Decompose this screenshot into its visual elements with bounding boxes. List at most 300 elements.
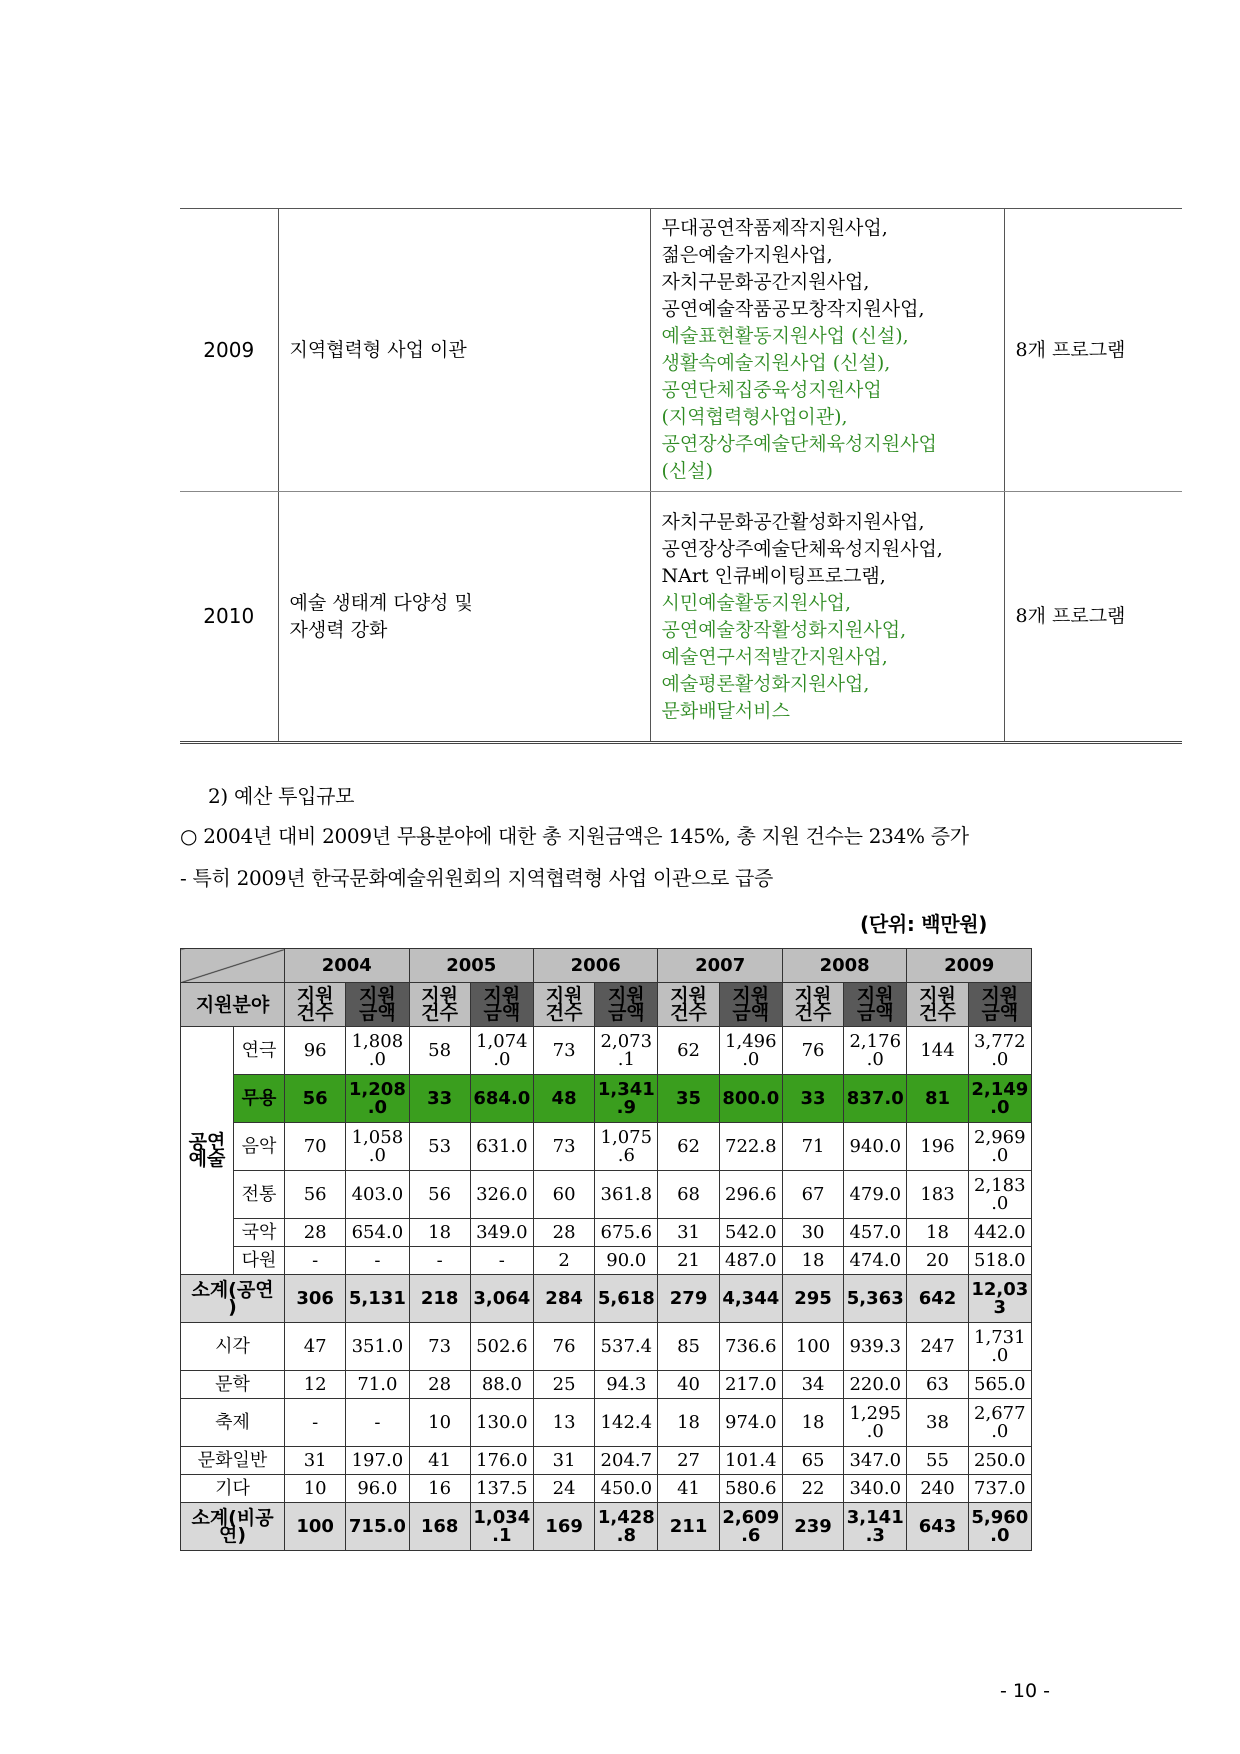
amount-cell [844, 1503, 907, 1551]
amount-cell: 715.0 [346, 1503, 409, 1551]
count-cell: - [285, 1247, 346, 1275]
count-cell: 31 [533, 1447, 594, 1475]
description-cell [278, 492, 650, 743]
amount-cell [595, 1075, 658, 1123]
table-row [181, 1399, 1032, 1447]
amount-part: .8 [616, 1524, 636, 1546]
count-cell: 73 [533, 1027, 594, 1075]
count-cell: 100 [782, 1323, 843, 1371]
amount-part: .0 [990, 1096, 1010, 1118]
count-header [782, 983, 843, 1027]
amount-cell: 94.3 [595, 1371, 658, 1399]
amount-cell: 326.0 [470, 1171, 533, 1219]
amount-cell: 837.0 [844, 1075, 907, 1123]
count-cell: 48 [533, 1075, 594, 1123]
count-cell: 16 [409, 1475, 470, 1503]
amount-part: .0 [866, 1048, 884, 1070]
count-cell: 55 [907, 1447, 968, 1475]
amount-header [844, 983, 907, 1027]
table-row [181, 1323, 1032, 1371]
amount-cell [346, 1075, 409, 1123]
count-header-bottom: 건수 [545, 1001, 583, 1024]
table-row [181, 1247, 1032, 1275]
amount-cell: 5,618 [595, 1275, 658, 1323]
amount-part: 5,960 [971, 1506, 1029, 1528]
amount-cell: - [470, 1247, 533, 1275]
amount-cell: 479.0 [844, 1171, 907, 1219]
count-cell: 63 [907, 1371, 968, 1399]
count-cell: 100 [285, 1503, 346, 1551]
amount-part: .0 [493, 1048, 511, 1070]
amount-cell: 974.0 [719, 1399, 782, 1447]
amount-cell: 684.0 [470, 1075, 533, 1123]
count-cell: 28 [285, 1219, 346, 1247]
count-cell: 28 [533, 1219, 594, 1247]
bullet-text: ○ 2004년 대비 2009년 무용분야에 대한 총 지원금액은 145%, 총 지원 건수는 234% 증가 [180, 824, 969, 848]
count-cell: 40 [658, 1371, 719, 1399]
count-cell: 67 [782, 1171, 843, 1219]
amount-header-bottom: 금액 [359, 1001, 396, 1024]
year-header-row [181, 949, 1032, 983]
amount-part: .0 [991, 1344, 1009, 1366]
table-row [181, 1371, 1032, 1399]
count-cell: 8개 프로그램 [1004, 492, 1182, 743]
count-header-top: 지원 [670, 984, 707, 1007]
amount-cell: - [346, 1247, 409, 1275]
count-cell: 60 [533, 1171, 594, 1219]
amount-cell [595, 1123, 658, 1171]
amount-cell: 176.0 [470, 1447, 533, 1475]
count-header-bottom: 건수 [670, 1001, 707, 1024]
program-item-new: 예술평론활성화지원사업, [661, 672, 870, 695]
amount-part: .6 [617, 1144, 635, 1166]
amount-part: 1,074 [476, 1030, 528, 1052]
count-cell: 31 [658, 1219, 719, 1247]
field-header: 지원분야 [181, 983, 285, 1027]
amount-part: .1 [492, 1524, 512, 1546]
count-cell: 62 [658, 1123, 719, 1171]
amount-cell: 5,363 [844, 1275, 907, 1323]
amount-part: .1 [617, 1048, 635, 1070]
amount-cell: 5,131 [346, 1275, 409, 1323]
amount-part: 2,176 [849, 1030, 902, 1052]
amount-header [968, 983, 1031, 1027]
amount-header [346, 983, 409, 1027]
amount-part: .0 [990, 1524, 1010, 1546]
count-header-top: 지원 [421, 984, 458, 1007]
unit-label: (단위: 백만원) [860, 912, 988, 936]
category-cell: 문화일반 [181, 1447, 285, 1475]
amount-part: 2,149 [971, 1078, 1029, 1100]
table-row [181, 1123, 1032, 1171]
amount-part: 3,772 [974, 1030, 1026, 1052]
count-cell: 240 [907, 1475, 968, 1503]
amount-cell: 675.6 [595, 1219, 658, 1247]
count-header [533, 983, 594, 1027]
count-cell: 24 [533, 1475, 594, 1503]
amount-header-top: 지원 [483, 984, 521, 1007]
count-cell: 18 [409, 1219, 470, 1247]
amount-cell: 442.0 [968, 1219, 1031, 1247]
subtotal-row [181, 1275, 1032, 1323]
description-line: 예술 생태계 다양성 및 [289, 591, 473, 614]
count-header-top: 지원 [919, 984, 956, 1007]
table-row [181, 1219, 1032, 1247]
corner-cell [181, 949, 285, 983]
amount-part: 2,183 [974, 1174, 1026, 1196]
amount-cell: 220.0 [844, 1371, 907, 1399]
program-item: NArt 인큐베이팅프로그램, [661, 564, 886, 587]
amount-cell: 800.0 [719, 1075, 782, 1123]
amount-header-bottom: 금액 [607, 1001, 645, 1024]
count-header-bottom: 건수 [296, 1001, 334, 1024]
amount-header-bottom: 금액 [856, 1001, 894, 1024]
amount-cell [470, 1503, 533, 1551]
count-cell: 76 [782, 1027, 843, 1075]
amount-cell: 722.8 [719, 1123, 782, 1171]
description-cell: 지역협력형 사업 이관 [278, 209, 650, 492]
program-item-new: (지역협력형사업이관), [661, 406, 848, 428]
subtotal-label-top: 소계(비공 [191, 1506, 274, 1529]
amount-cell: 90.0 [595, 1247, 658, 1275]
category-cell: 국악 [234, 1219, 285, 1247]
count-cell: 211 [658, 1503, 719, 1551]
description-line: 자생력 강화 [289, 618, 388, 641]
amount-cell [968, 1171, 1031, 1219]
count-header [409, 983, 470, 1027]
amount-header-bottom: 금액 [981, 1001, 1019, 1024]
amount-part: 3,141 [846, 1506, 904, 1528]
amount-cell [968, 1075, 1031, 1123]
subtotal-row [181, 1503, 1032, 1551]
amount-cell: 217.0 [719, 1371, 782, 1399]
amount-cell: 197.0 [346, 1447, 409, 1475]
amount-part: 1,208 [348, 1078, 406, 1100]
amount-header-top: 지원 [856, 984, 894, 1007]
table-row [181, 1475, 1032, 1503]
budget-table [180, 948, 1032, 1551]
amount-cell: 736.6 [719, 1323, 782, 1371]
category-cell: 연극 [234, 1027, 285, 1075]
count-cell: 62 [658, 1027, 719, 1075]
count-cell: 47 [285, 1323, 346, 1371]
group-label-top: 공연 [188, 1130, 226, 1153]
count-cell: 35 [658, 1075, 719, 1123]
subtotal-label [181, 1275, 285, 1323]
count-cell: 33 [409, 1075, 470, 1123]
amount-cell: 351.0 [346, 1323, 409, 1371]
count-cell: 25 [533, 1371, 594, 1399]
amount-cell: 130.0 [470, 1399, 533, 1447]
amount-header-bottom: 금액 [732, 1001, 770, 1024]
amount-part: 2,073 [600, 1030, 653, 1052]
count-header-bottom: 건수 [919, 1001, 956, 1024]
amount-cell: - [346, 1399, 409, 1447]
amount-part: 2,677 [974, 1402, 1026, 1424]
amount-cell: 580.6 [719, 1475, 782, 1503]
count-cell: 56 [409, 1171, 470, 1219]
count-cell: 71 [782, 1123, 843, 1171]
amount-cell: 939.3 [844, 1323, 907, 1371]
amount-cell: 487.0 [719, 1247, 782, 1275]
category-cell: 전통 [234, 1171, 285, 1219]
year-header: 2005 [409, 949, 533, 983]
group-label [181, 1027, 234, 1275]
amount-part: 1,341 [597, 1078, 655, 1100]
amount-part: .0 [866, 1420, 884, 1442]
amount-cell [968, 1323, 1031, 1371]
amount-part: .0 [991, 1420, 1009, 1442]
program-item: 무대공연작품제작지원사업, [661, 217, 888, 239]
amount-cell: 537.4 [595, 1323, 658, 1371]
count-header-bottom: 건수 [794, 1001, 832, 1024]
amount-part: .0 [367, 1096, 388, 1118]
amount-cell [968, 1275, 1031, 1323]
count-cell: 41 [658, 1475, 719, 1503]
amount-part: 1,058 [351, 1126, 404, 1148]
programs-cell [650, 492, 1004, 743]
program-item-new: 공연장상주예술단체육성지원사업 [661, 433, 937, 455]
amount-cell [968, 1399, 1031, 1447]
amount-cell: 361.8 [595, 1171, 658, 1219]
amount-part: 1,295 [849, 1402, 902, 1424]
amount-cell: 631.0 [470, 1123, 533, 1171]
count-cell: 8개 프로그램 [1004, 209, 1182, 492]
section-heading: 2) 예산 투입규모 [208, 784, 355, 808]
count-cell: 41 [409, 1447, 470, 1475]
amount-part: 1,496 [725, 1030, 777, 1052]
amount-cell [844, 1399, 907, 1447]
program-item-new: (신설) [661, 460, 714, 482]
count-cell: 20 [907, 1247, 968, 1275]
count-cell: 65 [782, 1447, 843, 1475]
count-header [658, 983, 719, 1027]
group-label-bottom: 예술 [188, 1147, 226, 1170]
program-item: 자치구문화공간활성화지원사업, [661, 510, 925, 533]
amount-cell [719, 1503, 782, 1551]
program-item-new: 시민예술활동지원사업, [661, 591, 852, 614]
year-header: 2006 [533, 949, 657, 983]
amount-header [719, 983, 782, 1027]
count-cell: 247 [907, 1323, 968, 1371]
table-row [180, 209, 1182, 492]
count-cell: 168 [409, 1503, 470, 1551]
amount-cell: 4,344 [719, 1275, 782, 1323]
count-header-top: 지원 [296, 984, 334, 1007]
year-cell: 2009 [180, 209, 278, 492]
program-item-new: 예술표현활동지원사업 (신설), [661, 325, 909, 347]
count-cell: 31 [285, 1447, 346, 1475]
program-item-new: 공연예술창작활성화지원사업, [661, 618, 907, 641]
count-cell: 18 [782, 1399, 843, 1447]
amount-part: 1,075 [600, 1126, 653, 1148]
amount-header-top: 지원 [359, 984, 396, 1007]
category-cell: 음악 [234, 1123, 285, 1171]
program-item-new: 예술연구서적발간지원사업, [661, 645, 888, 668]
count-cell: 21 [658, 1247, 719, 1275]
year-header: 2007 [658, 949, 782, 983]
count-header [285, 983, 346, 1027]
count-cell: 70 [285, 1123, 346, 1171]
amount-part: 1,428 [597, 1506, 655, 1528]
program-table [180, 208, 1182, 744]
table-row [181, 1027, 1032, 1075]
count-cell: 169 [533, 1503, 594, 1551]
category-cell: 문학 [181, 1371, 285, 1399]
category-cell: 무용 [234, 1075, 285, 1123]
amount-part: .0 [742, 1048, 760, 1070]
amount-cell: 296.6 [719, 1171, 782, 1219]
amount-part: .6 [741, 1524, 761, 1546]
count-cell: 22 [782, 1475, 843, 1503]
amount-part: .0 [991, 1192, 1009, 1214]
count-cell: 10 [409, 1399, 470, 1447]
table-row [181, 1075, 1032, 1123]
amount-part: .0 [991, 1144, 1009, 1166]
program-item: 자치구문화공간지원사업, [661, 271, 870, 293]
amount-cell [595, 1503, 658, 1551]
count-cell: 73 [533, 1123, 594, 1171]
amount-cell: 204.7 [595, 1447, 658, 1475]
count-header-top: 지원 [794, 984, 832, 1007]
amount-cell [346, 1123, 409, 1171]
count-cell: 56 [285, 1075, 346, 1123]
amount-cell: 347.0 [844, 1447, 907, 1475]
amount-cell: 450.0 [595, 1475, 658, 1503]
amount-cell [968, 1027, 1031, 1075]
category-cell: 기다 [181, 1475, 285, 1503]
count-cell: 68 [658, 1171, 719, 1219]
amount-header-top: 지원 [607, 984, 645, 1007]
count-cell: 144 [907, 1027, 968, 1075]
count-cell: - [409, 1247, 470, 1275]
year-header: 2008 [782, 949, 906, 983]
amount-cell: 940.0 [844, 1123, 907, 1171]
amount-part: 1,034 [473, 1506, 531, 1528]
count-cell: 73 [409, 1323, 470, 1371]
amount-part: .9 [616, 1096, 636, 1118]
count-cell: 18 [782, 1247, 843, 1275]
count-cell: 643 [907, 1503, 968, 1551]
count-cell: 85 [658, 1323, 719, 1371]
amount-cell [844, 1027, 907, 1075]
column-header-row [181, 983, 1032, 1027]
programs-cell [650, 209, 1004, 492]
amount-cell: 403.0 [346, 1171, 409, 1219]
category-cell: 축제 [181, 1399, 285, 1447]
amount-part: 1,731 [974, 1326, 1026, 1348]
amount-part: 1,808 [351, 1030, 404, 1052]
amount-cell [346, 1027, 409, 1075]
amount-header [470, 983, 533, 1027]
program-item: 젊은예술가지원사업, [661, 244, 833, 266]
count-cell: 53 [409, 1123, 470, 1171]
amount-cell [719, 1027, 782, 1075]
amount-part: .0 [368, 1048, 386, 1070]
subtotal-label-bottom: 연) [219, 1523, 247, 1546]
program-item-new: 생활속예술지원사업 (신설), [661, 352, 891, 374]
count-cell: - [285, 1399, 346, 1447]
count-cell: 81 [907, 1075, 968, 1123]
count-cell: 10 [285, 1475, 346, 1503]
count-header [907, 983, 968, 1027]
amount-header-top: 지원 [981, 984, 1019, 1007]
count-cell: 13 [533, 1399, 594, 1447]
amount-part: .0 [991, 1048, 1009, 1070]
amount-part: 12,03 [971, 1278, 1029, 1300]
program-item: 공연예술작품공모창작지원사업, [661, 298, 925, 320]
amount-cell: 96.0 [346, 1475, 409, 1503]
amount-cell: 71.0 [346, 1371, 409, 1399]
count-cell: 218 [409, 1275, 470, 1323]
table-row [180, 492, 1182, 743]
amount-cell [595, 1027, 658, 1075]
amount-part: .3 [865, 1524, 885, 1546]
category-cell: 다원 [234, 1247, 285, 1275]
count-cell: 183 [907, 1171, 968, 1219]
count-cell: 27 [658, 1447, 719, 1475]
category-cell: 시각 [181, 1323, 285, 1371]
amount-part: 2,969 [974, 1126, 1026, 1148]
count-cell: 239 [782, 1503, 843, 1551]
count-cell: 306 [285, 1275, 346, 1323]
amount-cell: 250.0 [968, 1447, 1031, 1475]
amount-cell: 654.0 [346, 1219, 409, 1247]
amount-cell: 137.5 [470, 1475, 533, 1503]
amount-cell [470, 1027, 533, 1075]
count-cell: 279 [658, 1275, 719, 1323]
year-header: 2004 [285, 949, 409, 983]
amount-cell: 142.4 [595, 1399, 658, 1447]
count-cell: 2 [533, 1247, 594, 1275]
count-cell: 76 [533, 1323, 594, 1371]
count-cell: 56 [285, 1171, 346, 1219]
program-item-new: 문화배달서비스 [661, 699, 790, 722]
subtotal-label-top: 소계(공연 [191, 1278, 274, 1301]
amount-cell: 3,064 [470, 1275, 533, 1323]
count-header-top: 지원 [545, 984, 583, 1007]
count-cell: 38 [907, 1399, 968, 1447]
count-cell: 12 [285, 1371, 346, 1399]
count-cell: 28 [409, 1371, 470, 1399]
amount-cell: 737.0 [968, 1475, 1031, 1503]
amount-part: 3 [993, 1296, 1007, 1318]
count-cell: 295 [782, 1275, 843, 1323]
amount-cell [968, 1123, 1031, 1171]
count-cell: 642 [907, 1275, 968, 1323]
amount-part: .0 [368, 1144, 386, 1166]
count-cell: 18 [658, 1399, 719, 1447]
count-cell: 33 [782, 1075, 843, 1123]
count-header-bottom: 건수 [421, 1001, 458, 1024]
amount-cell: 457.0 [844, 1219, 907, 1247]
count-cell: 30 [782, 1219, 843, 1247]
subtotal-label [181, 1503, 285, 1551]
dash-text: - 특히 2009년 한국문화예술위원회의 지역협력형 사업 이관으로 급증 [180, 866, 774, 890]
count-cell: 34 [782, 1371, 843, 1399]
program-item-new: 공연단체집중육성지원사업 [661, 379, 882, 401]
year-cell: 2010 [180, 492, 278, 743]
amount-header [595, 983, 658, 1027]
amount-cell: 101.4 [719, 1447, 782, 1475]
amount-cell: 565.0 [968, 1371, 1031, 1399]
amount-part: 2,609 [722, 1506, 780, 1528]
count-cell: 58 [409, 1027, 470, 1075]
table-row [181, 1447, 1032, 1475]
amount-cell: 349.0 [470, 1219, 533, 1247]
amount-cell [968, 1503, 1031, 1551]
count-cell: 96 [285, 1027, 346, 1075]
